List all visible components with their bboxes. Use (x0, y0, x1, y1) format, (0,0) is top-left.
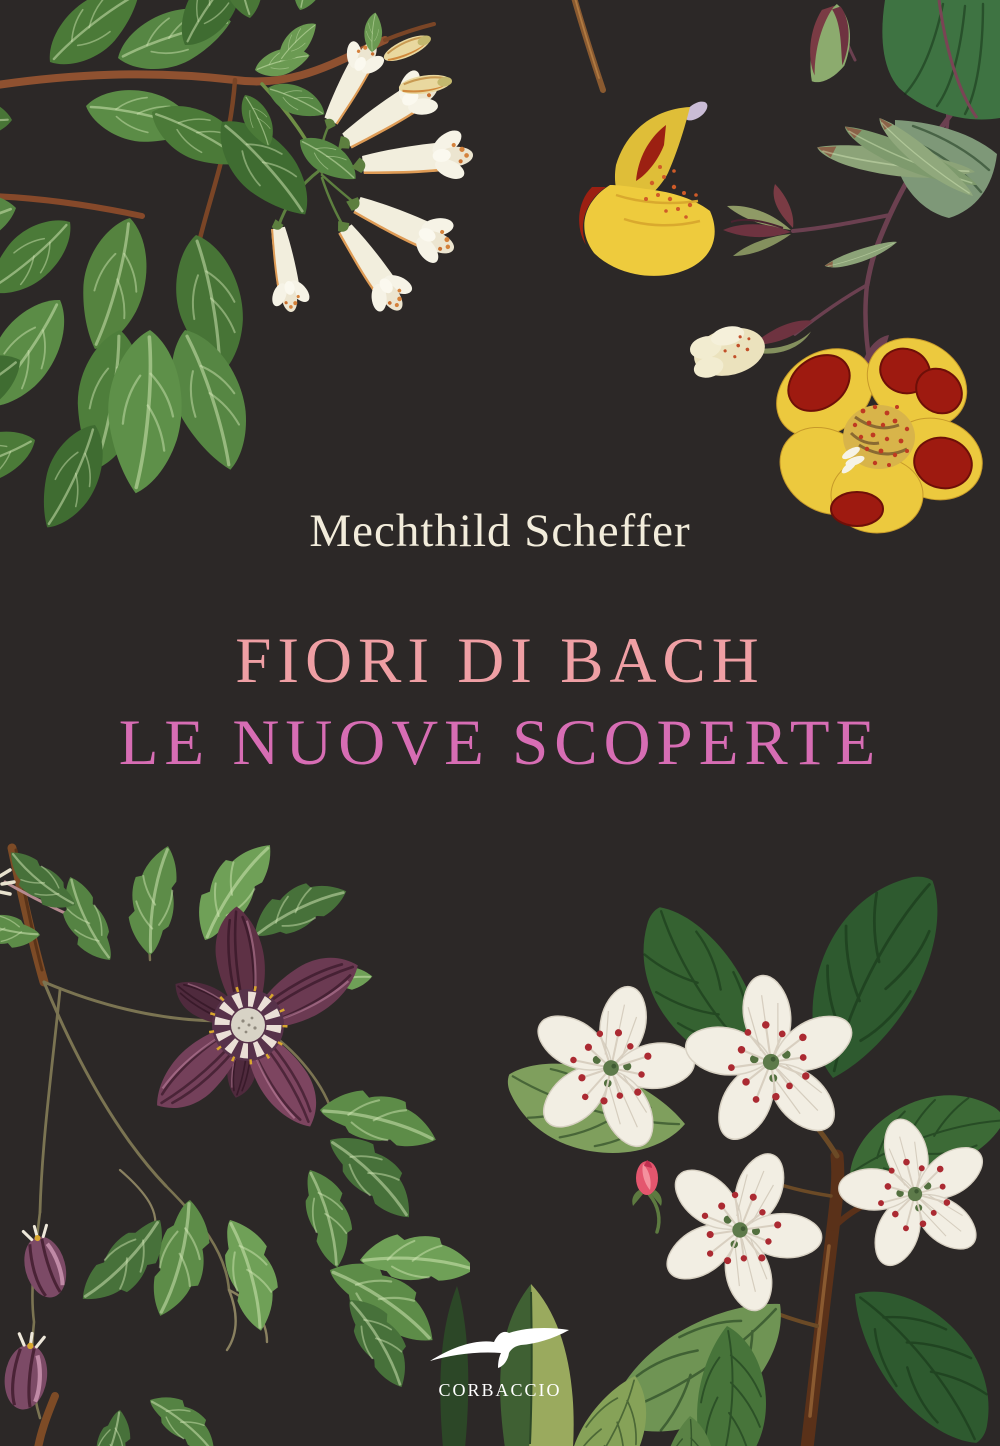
cherry-flowers (510, 963, 1000, 1337)
author-name: Mechthild Scheffer (309, 505, 691, 557)
mimulus-illustration (545, 0, 1000, 570)
seed-tuft (0, 870, 14, 894)
mimulus-side-flower (579, 98, 715, 276)
bird-logo-icon (430, 1326, 570, 1372)
honeysuckle-buds (363, 12, 454, 97)
publisher-name: CORBACCIO (438, 1380, 562, 1400)
publisher-logo (425, 1326, 575, 1401)
mimulus-side-flower-calyx (723, 184, 793, 256)
title-line-2: LE NUOVE SCOPERTE (118, 707, 882, 779)
cherry-bud (632, 1160, 662, 1232)
mimulus-bud (805, 1, 855, 86)
title-line-1: FIORI DI BACH (235, 625, 765, 697)
honeysuckle-illustration (0, 0, 530, 530)
mimulus-front-flower (759, 321, 993, 533)
clematis-stems (5, 848, 332, 1446)
clematis-illustration (0, 840, 470, 1446)
